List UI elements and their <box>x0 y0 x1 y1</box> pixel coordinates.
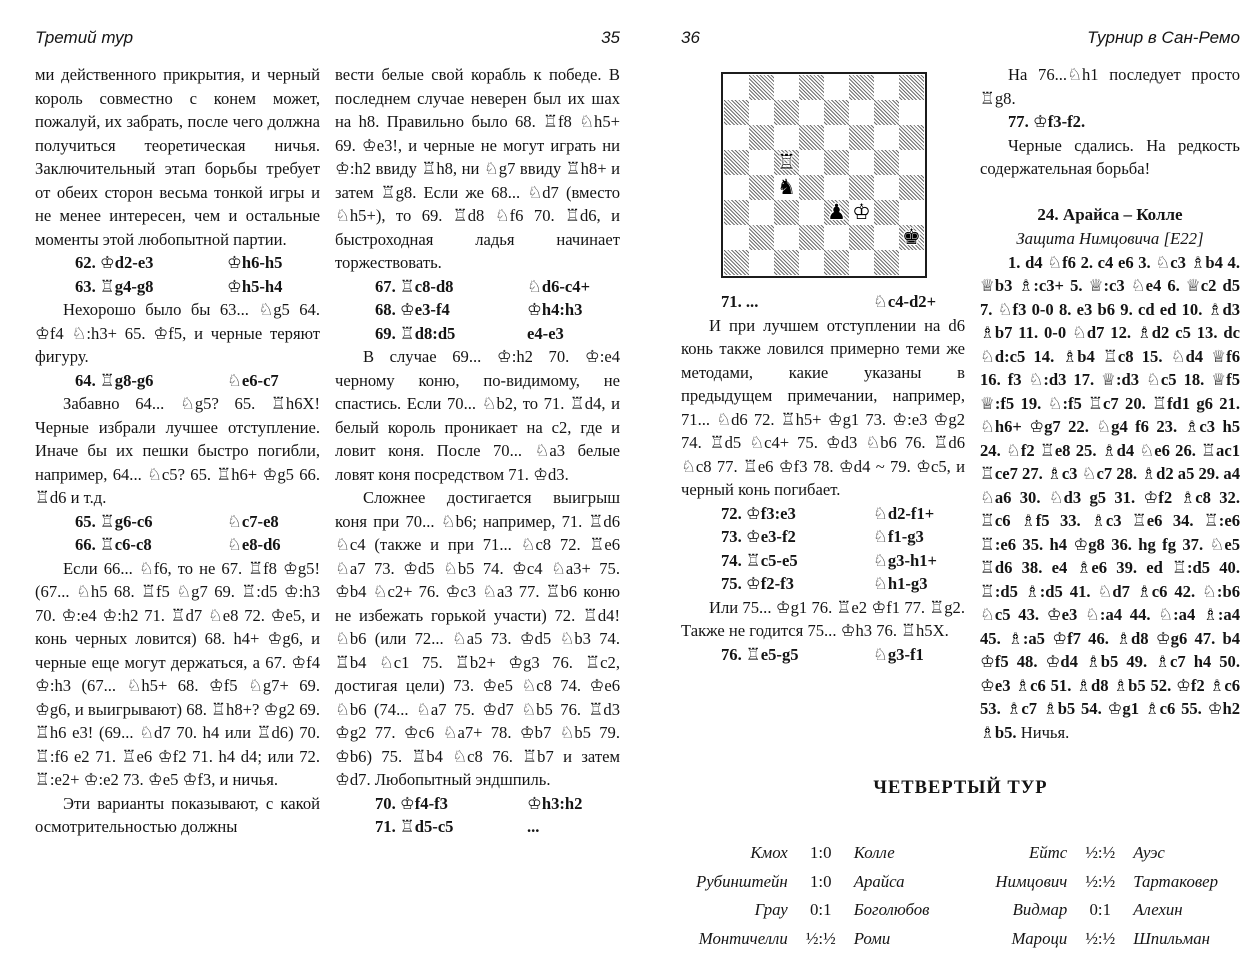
board-square <box>874 250 899 275</box>
board-square <box>874 125 899 150</box>
running-head-left <box>35 28 620 50</box>
chess-piece-K: ♔ <box>852 200 871 224</box>
result-score: 1:0 <box>810 843 832 862</box>
board-square <box>899 250 924 275</box>
board-square <box>874 175 899 200</box>
board-square <box>724 150 749 175</box>
move-black: ♘c4-d2+ <box>873 292 937 311</box>
player-black: Тартаковер <box>1133 871 1218 891</box>
chess-piece-n: ♞ <box>777 175 796 199</box>
player-black: Арайса <box>853 871 905 891</box>
player-white: Монтичелли <box>698 928 788 948</box>
result-score: ½:½ <box>1085 871 1116 891</box>
column-left <box>35 63 320 839</box>
paragraph: На 76...♘h1 последует просто ♖g8. <box>980 65 1240 108</box>
board-square <box>749 250 774 275</box>
paragraph: вести белые свой корабль к победе. В последнем случае неверен был их шах на h8. Правильно было 68. ♖f8 ♘h5+ 69. ♔e3!, и черные не могут играть ни ♔:h2 ввиду ♖h8, ни ♘g7 ввиду ♖h8+ и затем ♖g8. Если же 68... ♘d7 (вместо ♘h5+), то 69. ♖d8 ♘f6 70. ♖d6, и быстроходная ладья начинает торжествовать. <box>335 65 620 272</box>
move-row <box>681 549 965 573</box>
game-result: Ничья. <box>1020 722 1070 742</box>
board-square <box>724 175 749 200</box>
board-square <box>799 225 824 250</box>
player-white: Кмох <box>750 843 788 862</box>
chess-piece-R: ♖ <box>777 150 796 174</box>
move-row <box>35 533 320 557</box>
player-black: Шпильман <box>1133 928 1210 948</box>
board-square <box>799 75 824 100</box>
column-right <box>980 63 1240 744</box>
player-black: Колле <box>853 843 895 862</box>
board-square <box>824 75 849 100</box>
game-title: 24. Арайса – Колле <box>1037 204 1183 224</box>
move-row <box>681 572 965 596</box>
moves-table <box>681 502 965 596</box>
result-score: 0:1 <box>1089 900 1111 919</box>
move-black: ♔h4:h3 <box>527 300 583 319</box>
move-black: ♘e8-d6 <box>227 535 281 554</box>
paragraph: В случае 69... ♔:h2 70. ♔:e4 черному коню, по-видимому, не спастись. Если 70... ♘b2, то 71. ♖d4, и белый король проникает на c2, где и ловит коня. После 70... ♘a3 белые ловят коня посредством 71. ♔d3. <box>335 347 620 484</box>
board-square <box>874 150 899 175</box>
result-row <box>961 839 1241 868</box>
board-square <box>874 225 899 250</box>
move-black: ♘d2-f1+ <box>873 503 935 523</box>
board-square <box>749 225 774 250</box>
board-square <box>799 150 824 175</box>
moves-table <box>681 290 965 314</box>
move-row <box>35 369 320 393</box>
board-square <box>849 225 874 250</box>
page-number: 36 <box>681 28 700 47</box>
move-row <box>35 510 320 534</box>
result-score: ½:½ <box>805 928 836 948</box>
board-square <box>774 200 799 225</box>
board-square <box>824 200 849 225</box>
board-square <box>849 150 874 175</box>
move-black: e4-e3 <box>527 323 564 343</box>
chess-diagram-wrap <box>721 72 925 278</box>
board-square <box>849 75 874 100</box>
board-square <box>799 100 824 125</box>
game-opening: Защита Нимцовича [E22] <box>1016 228 1204 248</box>
move-white: 66. ♖c6-c8 <box>75 535 152 554</box>
chess-diagram <box>721 72 927 278</box>
move-black: ♘f1-g3 <box>873 527 924 546</box>
board-square <box>749 200 774 225</box>
move-white: 75. ♔f2-f3 <box>721 574 794 593</box>
column-left <box>681 63 965 666</box>
move-black: ♔h6-h5 <box>227 253 283 272</box>
paragraph: Черные сдались. На редкость содержательная борьба! <box>980 135 1240 178</box>
move-black: ♘g3-h1+ <box>873 550 937 570</box>
move-row <box>335 275 620 299</box>
board-square <box>749 125 774 150</box>
move-black: ♔h3:h2 <box>527 793 583 813</box>
board-square <box>774 225 799 250</box>
move-white: 62. ♔d2-e3 <box>75 253 154 272</box>
board-square <box>774 150 799 175</box>
paragraph: Эти варианты показывают, с какой осмотрительностью должны <box>35 793 320 836</box>
board-square <box>899 125 924 150</box>
two-column-layout <box>681 63 1240 744</box>
next-round-section <box>681 778 1240 953</box>
player-white: Грау <box>754 900 788 919</box>
move-row <box>681 290 965 314</box>
board-square <box>824 250 849 275</box>
result-score: ½:½ <box>1085 843 1116 862</box>
board-square <box>724 200 749 225</box>
board-square <box>774 75 799 100</box>
column-right <box>335 63 620 839</box>
move-white: 63. ♖g4-g8 <box>75 276 154 296</box>
move-white: 68. ♔e3-f4 <box>375 300 450 319</box>
paragraph: Или 75... ♔g1 76. ♖e2 ♔f1 77. ♖g2. Также не годится 75... ♔h3 76. ♖h5X. <box>681 597 965 640</box>
result-row <box>681 896 961 925</box>
player-black: Алехин <box>1133 900 1183 919</box>
result-row <box>961 868 1241 897</box>
move-white: 69. ♖d8:d5 <box>375 323 456 343</box>
move-white: 73. ♔e3-f2 <box>721 527 796 546</box>
move-row <box>35 275 320 299</box>
move-white: 74. ♖c5-e5 <box>721 550 798 570</box>
moves-table <box>335 275 620 346</box>
page-number: 35 <box>601 28 620 47</box>
move-row <box>335 792 620 816</box>
move-white: 70. ♔f4-f3 <box>375 793 448 813</box>
move-white: 71. ... <box>721 292 759 311</box>
result-score: 0:1 <box>810 900 832 919</box>
board-square <box>799 175 824 200</box>
board-square <box>899 175 924 200</box>
chess-piece-k: ♚ <box>902 225 921 249</box>
board-square <box>824 150 849 175</box>
chapter-title: Третий тур <box>35 28 134 47</box>
board-square <box>874 100 899 125</box>
board-square <box>799 200 824 225</box>
result-row <box>681 925 961 953</box>
board-square <box>849 250 874 275</box>
move-black: ... <box>527 817 540 836</box>
chapter-title: Турнир в Сан-Ремо <box>1087 28 1240 47</box>
board-square <box>849 175 874 200</box>
moves-table <box>35 251 320 298</box>
move-white: 76. ♖e5-g5 <box>721 644 799 664</box>
board-square <box>824 100 849 125</box>
paragraph: Сложнее достигается выигрыш коня при 70... ♘b6; например, 71. ♖d6 ♘c4 (также и при 71... ♘c8 72. ♖e6 ♘a7 73. ♔d5 ♘b5 74. ♔c4 ♘a3+ 75. ♔b4 ♘c2+ 76. ♔c3 ♘a3 77. ♖b6 коню не избежать горькой участи) 72. ♖d4! ♘b6 (или 72... ♘a5 73. ♔d5 ♘b3 74. ♖b4 ♘c1 75. ♖b2+ ♔g3 76. ♖c2, достигая цели) 73. ♔e5 ♘c8 74. ♔e6 ♘b6 (74... ♘a7 75. ♔d7 ♘b5 76. ♖d3 ♔g2 77. ♔c6 ♘a7+ 78. ♔b7 ♘b5 79. ♔b6) 75. ♖b4 ♘c8 76. ♖b7 и затем ♔d7. Любопытный эндшпиль. <box>335 488 620 789</box>
board-square <box>774 100 799 125</box>
move-row <box>681 525 965 549</box>
board-square <box>774 250 799 275</box>
board-square <box>749 150 774 175</box>
round-title: ЧЕТВЕРТЫЙ ТУР <box>873 778 1048 798</box>
board-square <box>749 100 774 125</box>
running-head-right <box>681 28 1240 50</box>
board-square <box>899 75 924 100</box>
move-white: 65. ♖g6-c6 <box>75 511 153 531</box>
page-36 <box>681 28 1240 953</box>
board-square <box>824 225 849 250</box>
paragraph: Забавно 64... ♘g5? 65. ♖h6X! Черные избрали лучшее отступление. Иначе бы их пешки быстро погибли, например, 64... ♘c5? 65. ♖h6+ ♔g5 66. ♖d6 и т.д. <box>35 394 320 507</box>
player-white: Видмар <box>1012 900 1068 919</box>
paragraph: ми действенного прикрытия, и черный король совместно с конем может, пожалуй, их забрать, после чего должна получиться теоретическая ничья. Заключительный этап борьбы требует от обеих сторон весьма тонкой игры и не менее интересен, чем и остальные моменты этой любопытной партии. <box>35 65 320 249</box>
game-moves-text: 1. d4 ♘f6 2. c4 e6 3. ♘c3 ♗b4 4. ♕b3 ♗:c3+ 5. ♕:c3 ♘e4 6. ♕c2 d5 7. ♘f3 0-0 8. e3 b6 9. cd ed 10. ♗d3 ♗b7 11. 0-0 ♘d7 12. ♗d2 c5 13. dc ♘d:c5 14. ♗b4 ♖c8 15. ♘d4 ♕f6 16. f3 ♘:d3 17. ♕:d3 ♘c5 18. ♕f5 ♕:f5 19. ♘:f5 ♖c7 20. ♖fd1 g6 21. ♘h6+ ♔g7 22. ♘g4 f6 23. ♗c3 h5 24. ♘f2 ♖e8 25. ♗d4 ♘e6 26. ♖ac1 ♖ce7 27. ♗c3 ♘c7 28. ♗d2 a5 29. a4 ♘a6 30. ♘d3 g5 31. ♔f2 ♗c8 32. ♖c6 ♗f5 33. ♗c3 ♖e6 34. ♖:e6 ♖:e6 35. h4 ♔g8 36. hg fg 37. ♘e5 ♖d6 38. e4 ♗e6 39. ed ♖:d5 40. ♖:d5 ♗:d5 41. ♘d7 ♗c6 42. ♘:b6 ♘c5 43. ♔e3 ♘:a4 44. ♘:a4 ♗:a4 45. ♗:a5 ♔f7 46. ♗d8 ♔g6 47. b4 ♔f5 48. ♔d4 ♗b5 49. ♗c7 h4 50. ♔e3 ♗c6 51. ♗d8 ♗b5 52. ♔f2 ♗c6 53. ♗c7 ♗b5 54. ♔g1 ♗c6 55. ♔h2 ♗b5. <box>980 252 1240 742</box>
player-white: Мароци <box>1011 928 1068 948</box>
player-white: Рубинштейн <box>695 871 788 891</box>
board-square <box>724 250 749 275</box>
board-square <box>899 200 924 225</box>
player-black: Боголюбов <box>853 900 930 919</box>
game-moves <box>980 251 1240 745</box>
board-square <box>799 125 824 150</box>
round-results <box>681 839 1240 953</box>
board-square <box>899 150 924 175</box>
move-row <box>335 322 620 346</box>
move-row <box>335 815 620 839</box>
move-row <box>335 298 620 322</box>
player-white: Ейтс <box>1029 843 1068 862</box>
results-column-left <box>681 839 961 953</box>
result-score: ½:½ <box>1085 928 1116 948</box>
chess-piece-p: ♟ <box>827 200 846 224</box>
paragraph: Нехорошо было бы 63... ♘g5 64. ♔f4 ♘:h3+ 65. ♔f5, и черные теряют фигуру. <box>35 300 320 366</box>
moves-table <box>35 510 320 557</box>
move-black: ♘d6-c4+ <box>527 276 591 296</box>
player-white: Нимцович <box>995 871 1068 891</box>
result-row <box>961 925 1241 953</box>
move-white: 67. ♖c8-d8 <box>375 276 454 296</box>
board-square <box>724 225 749 250</box>
result-row <box>681 868 961 897</box>
move-black: ♘c7-e8 <box>227 511 279 531</box>
board-square <box>724 100 749 125</box>
moves-table <box>681 643 965 667</box>
move-row <box>35 251 320 275</box>
board-square <box>799 250 824 275</box>
move-line: 77. ♔f3-f2. <box>1008 112 1086 131</box>
paragraph: Если 66... ♘f6, то не 67. ♖f8 ♔g5! (67... ♘h5 68. ♖f5 ♘g7 69. ♖:d5 ♔:h3 70. ♔:e4 ♔:h2 71. ♖d7 ♘e8 72. ♔e5, и конь черных ловится) 68. h4+ ♔g6, и черные еще могут держаться, а 67. ♔f4 ♔:h3 (67... ♘h5+ 68. ♔f5 ♘g7+ 69. ♔g6, и выигрывают) 68. ♖h8+? ♔g2 69. ♖h6 e3! (69... ♘d7 70. h4 или ♖d6) 70. ♖:f6 e2 71. ♖e6 ♔f2 71. h4 d4; или 72. ♖:e2+ ♔:e2 73. ♔e5 ♔f3, и ничья. <box>35 558 320 789</box>
moves-table <box>35 369 320 393</box>
board-square <box>849 125 874 150</box>
move-white: 64. ♖g8-g6 <box>75 370 154 390</box>
board-square <box>724 125 749 150</box>
board-square <box>849 200 874 225</box>
move-black: ♔h5-h4 <box>227 276 283 296</box>
move-white: 72. ♔f3:e3 <box>721 503 796 523</box>
move-white: 71. ♖d5-c5 <box>375 817 454 836</box>
board-square <box>749 75 774 100</box>
board-square <box>724 75 749 100</box>
results-column-right <box>961 839 1241 953</box>
result-row <box>961 896 1241 925</box>
board-square <box>824 175 849 200</box>
board-square <box>874 200 899 225</box>
paragraph: И при лучшем отступлении на d6 конь также ловился примерно теми же методами, какие указаны в предыдущем примечании, например, 71... ♘d6 72. ♖h5+ ♔g1 73. ♔:e3 ♔g2 74. ♖d5 ♘c4+ 75. ♔d3 ♘b6 76. ♖d6 ♘c8 77. ♖e6 ♔f3 78. ♔d4 ~ 79. ♔c5, и черный конь погибает. <box>681 315 965 499</box>
board-square <box>774 125 799 150</box>
two-column-layout <box>35 63 620 839</box>
board-square <box>874 75 899 100</box>
result-row <box>681 839 961 868</box>
board-square <box>899 100 924 125</box>
move-black: ♘g3-f1 <box>873 644 924 664</box>
board-square <box>749 175 774 200</box>
page-35 <box>35 28 620 839</box>
board-square <box>899 225 924 250</box>
board-square <box>849 100 874 125</box>
move-black: ♘e6-c7 <box>227 370 279 390</box>
move-black: ♘h1-g3 <box>873 574 928 593</box>
result-score: 1:0 <box>810 871 832 891</box>
board-square <box>774 175 799 200</box>
move-row <box>681 643 965 667</box>
move-row <box>681 502 965 526</box>
player-black: Роми <box>853 928 891 948</box>
player-black: Ауэс <box>1133 843 1165 862</box>
moves-table <box>335 792 620 839</box>
board-square <box>824 125 849 150</box>
